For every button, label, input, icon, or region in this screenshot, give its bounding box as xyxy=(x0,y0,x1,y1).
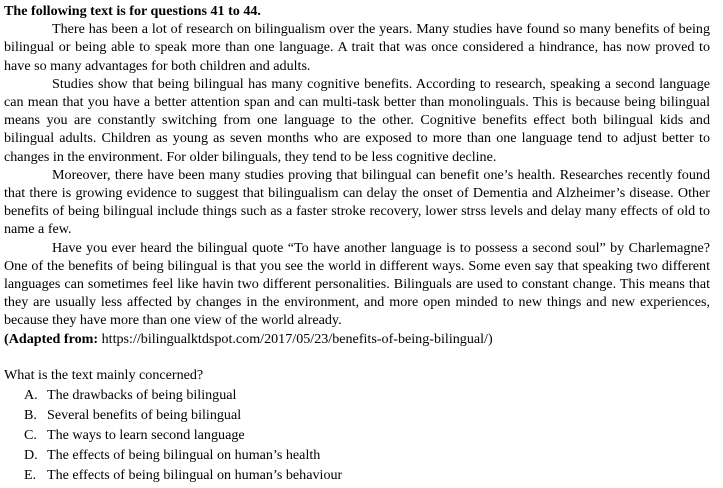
option-a[interactable] xyxy=(4,385,710,405)
option-d[interactable] xyxy=(4,445,710,465)
answer-options xyxy=(4,385,710,485)
source-citation xyxy=(4,330,710,348)
option-text: The ways to learn second language xyxy=(47,427,245,443)
option-letter: C. xyxy=(24,427,37,443)
question-block xyxy=(4,365,710,485)
paragraph-1: There has been a lot of research on bilingualism over the years. Many studies have found so many benefits of being bilingual or being able to speak more than one language. A trait that was once considered a hindrance, has now proved to have so many advantages for both children and adults. xyxy=(4,21,710,74)
question-text: What is the text mainly concerned? xyxy=(4,367,204,383)
option-text: The drawbacks of being bilingual xyxy=(47,387,237,403)
option-letter: E. xyxy=(24,467,37,483)
source-label: (Adapted from: xyxy=(4,330,99,347)
passage-heading: The following text is for questions 41 to 44. xyxy=(4,3,261,19)
option-letter: D. xyxy=(24,447,38,463)
option-letter: A. xyxy=(24,387,38,403)
option-e[interactable] xyxy=(4,465,710,485)
paragraph-4: Have you ever heard the bilingual quote “To have another language is to possess a second soul” by Charlemagne? One of the benefits of being bilingual is that you see the world in different ways. Some even say that speaking two different languages can sometimes feel like havin two different personalities. Bilinguals are used to constant change. This means that they are usually less affected by changes in the environment, and more open minded to new things and new experiences, because they have more than one view of the world already. xyxy=(4,239,710,329)
paragraph-2: Studies show that being bilingual has many cognitive benefits. According to research, speaking a second language can mean that you have a better attention span and can multi-task better than monolinguals. This is because being bilingual means you are constantly switching from one language to the other. Cognitive benefits effect both bilingual kids and bilingual adults. Children as young as seven months who are exposed to more than one language tend to adjust better to changes in the environment. For older bilinguals, they tend to be less cognitive decline. xyxy=(4,75,710,165)
option-text: Several benefits of being bilingual xyxy=(47,407,242,423)
option-letter: B. xyxy=(24,407,37,423)
option-c[interactable] xyxy=(4,425,710,445)
paragraph-3: Moreover, there have been many studies proving that bilingual can benefit one’s health. Researches recently found that there is growing evidence to suggest that bilingualism can delay the onset of Dementia and Alzheimer’s disease. Other benefits of being bilingual include things such as a faster stroke recovery, lower strss levels and delay many effects of old to name a few. xyxy=(4,166,710,238)
option-text: The effects of being bilingual on human’s behaviour xyxy=(47,467,343,483)
reading-passage xyxy=(4,2,710,348)
option-b[interactable] xyxy=(4,405,710,425)
source-url: https://bilingualktdspot.com/2017/05/23/benefits-of-being-bilingual/) xyxy=(98,330,493,347)
option-text: The effects of being bilingual on human’s health xyxy=(47,447,321,463)
